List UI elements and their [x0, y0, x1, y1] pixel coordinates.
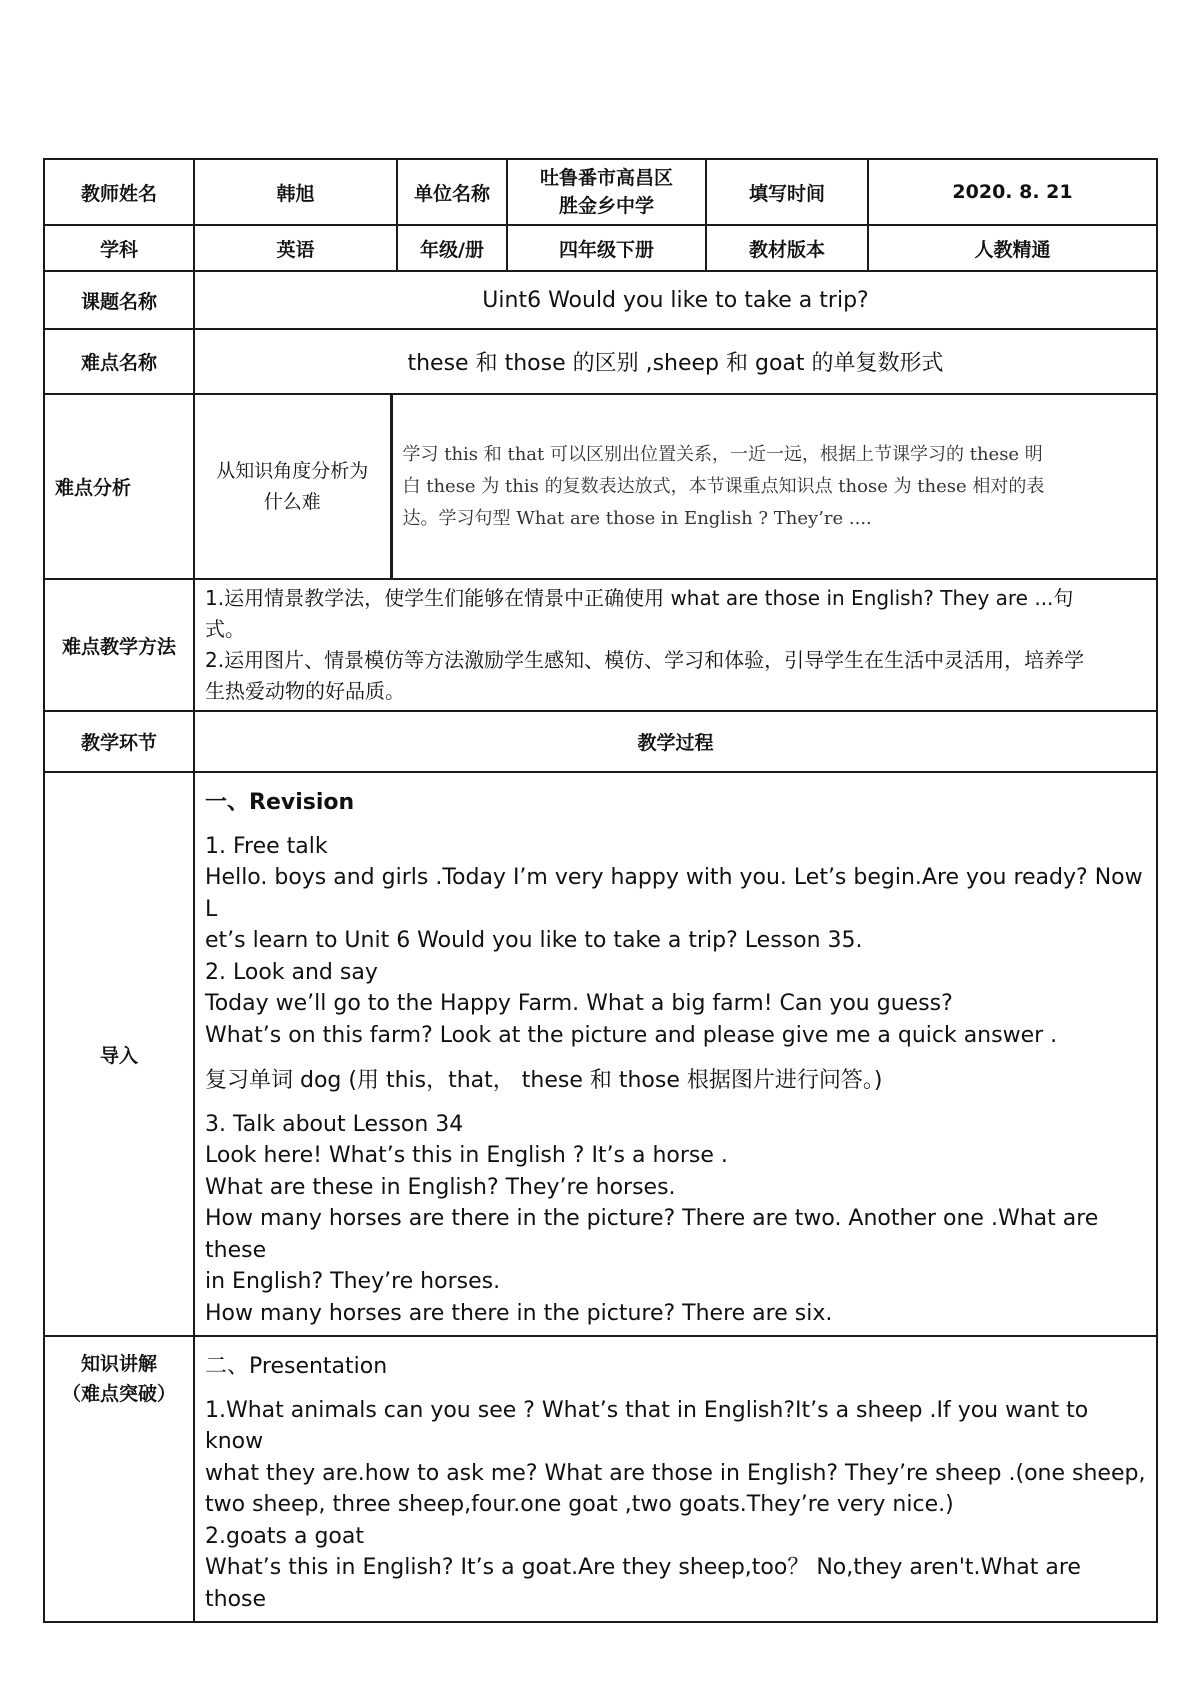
- review-line: 复习单词 dog (用 this，that， these 和 those 根据图片进行问答。): [205, 1068, 883, 1093]
- method-row: [44, 579, 1157, 711]
- analysis-subheading-line-1: 从知识角度分析为: [216, 459, 369, 482]
- analysis-line: 达。学习句型 What are those in English ? They’re ....: [402, 507, 872, 529]
- knowledge-line: what they are.how to ask me? What are those in English? They’re sheep .(one sheep,: [205, 1460, 1146, 1486]
- unit-name: [507, 159, 706, 225]
- stage-header-row: [44, 711, 1157, 772]
- knowledge-line: What’s this in English? It’s a goat.Are they sheep,too？ No,they aren't.What are those: [205, 1555, 1081, 1612]
- knowledge-label-line-1: 知识讲解: [80, 1353, 157, 1375]
- intro-heading: 一、Revision: [205, 790, 355, 815]
- analysis-line: 学习 this 和 that 可以区别出位置关系，一近一远，根据上节课学习的 these 明: [402, 443, 1043, 465]
- knowledge-label: [44, 1336, 194, 1622]
- grade: 四年级下册: [507, 225, 706, 271]
- intro-line: What’s on this farm? Look at the picture and please give me a quick answer .: [205, 1022, 1058, 1048]
- difficulty-label: 难点名称: [44, 329, 194, 394]
- fill-time: 2020. 8. 21: [868, 159, 1157, 225]
- analysis-line: 白 these 为 this 的复数表达放式，本节课重点知识点 those 为 these 相对的表: [402, 475, 1045, 497]
- method-line: 生热爱动物的好品质。: [205, 679, 405, 703]
- analysis-text: [391, 394, 1157, 579]
- header-row-1: [44, 159, 1157, 225]
- intro-content: [194, 772, 1157, 1336]
- intro-line: Today we’ll go to the Happy Farm. What a big farm! Can you guess?: [205, 991, 953, 1016]
- knowledge-line: two sheep, three sheep,four.one goat ,two goats.They’re very nice.): [205, 1492, 954, 1517]
- method-text: [194, 579, 1157, 711]
- intro-line: Hello. boys and girls .Today I’m very happy with you. Let’s begin.Are you ready? Now L: [205, 865, 1143, 922]
- edition-label: 教材版本: [706, 225, 868, 271]
- presentation-heading: 二、Presentation: [205, 1354, 388, 1379]
- analysis-label: 难点分析: [44, 394, 194, 579]
- subject: 英语: [194, 225, 397, 271]
- analysis-subheading: [194, 394, 391, 579]
- process-label: 教学过程: [194, 711, 1157, 772]
- teacher-name: 韩旭: [194, 159, 397, 225]
- difficulty-row: [44, 329, 1157, 394]
- lesson-plan-sheet: [43, 158, 1156, 1623]
- knowledge-label-line-2: （难点突破）: [61, 1383, 176, 1405]
- lesson-plan-table: [43, 158, 1158, 1623]
- difficulty-value: these 和 those 的区别 ,sheep 和 goat 的单复数形式: [194, 329, 1157, 394]
- intro-line: 2. Look and say: [205, 959, 378, 985]
- intro-line: How many horses are there in the picture? There are two. Another one .What are these: [205, 1206, 1099, 1263]
- teacher-label: 教师姓名: [44, 159, 194, 225]
- topic-label: 课题名称: [44, 271, 194, 329]
- method-label: 难点教学方法: [44, 579, 194, 711]
- unit-name-line-2: 胜金乡中学: [559, 195, 655, 217]
- knowledge-line: 2.goats a goat: [205, 1523, 364, 1549]
- intro-line: in English? They’re horses.: [205, 1269, 501, 1294]
- subject-label: 学科: [44, 225, 194, 271]
- grade-label: 年级/册: [397, 225, 507, 271]
- knowledge-content: [194, 1336, 1157, 1622]
- intro-line: What are these in English? They’re horses.: [205, 1174, 676, 1200]
- method-line: 1.运用情景教学法，使学生们能够在情景中正确使用 what are those in English? They are ...句: [205, 586, 1074, 610]
- analysis-row: [44, 394, 1157, 579]
- method-line: 2.运用图片、情景模仿等方法激励学生感知、模仿、学习和体验，引导学生在生活中灵活用，培养学: [205, 648, 1085, 672]
- analysis-subheading-line-2: 什么难: [263, 490, 321, 513]
- intro-label: 导入: [44, 772, 194, 1336]
- unit-label: 单位名称: [397, 159, 507, 225]
- intro-line: Look here! What’s this in English ? It’s a horse .: [205, 1143, 728, 1168]
- header-row-2: [44, 225, 1157, 271]
- stage-label: 教学环节: [44, 711, 194, 772]
- intro-line: 3. Talk about Lesson 34: [205, 1111, 464, 1137]
- method-line: 式。: [205, 617, 245, 641]
- knowledge-row: [44, 1336, 1157, 1622]
- knowledge-line: 1.What animals can you see ? What’s that in English?It’s a sheep .If you want to know: [205, 1397, 1089, 1454]
- fill-time-label: 填写时间: [706, 159, 868, 225]
- intro-row: [44, 772, 1157, 1336]
- unit-name-line-1: 吐鲁番市高昌区: [540, 167, 674, 189]
- edition: 人教精通: [868, 225, 1157, 271]
- intro-line: 1. Free talk: [205, 833, 328, 859]
- topic-title: Uint6 Would you like to take a trip?: [194, 271, 1157, 329]
- topic-row: [44, 271, 1157, 329]
- intro-line: How many horses are there in the picture? There are six.: [205, 1300, 833, 1326]
- intro-line: et’s learn to Unit 6 Would you like to take a trip? Lesson 35.: [205, 928, 863, 953]
